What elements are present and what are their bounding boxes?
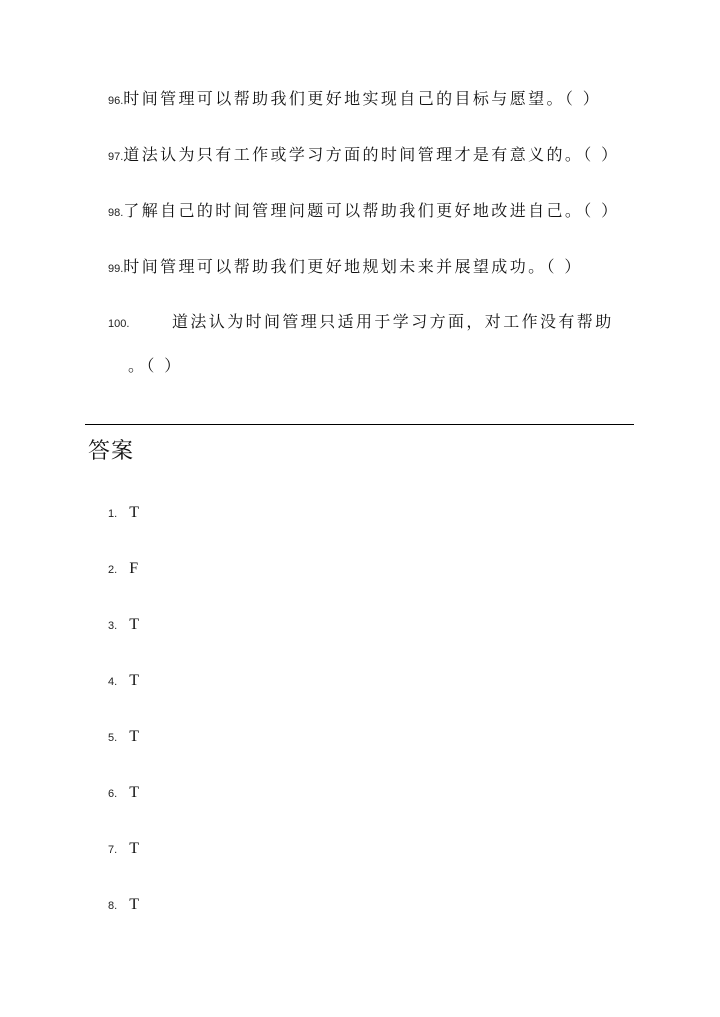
question-text: 道法认为时间管理只适用于学习方面，对工作没有帮助 bbox=[172, 312, 614, 331]
answer-value: T bbox=[129, 896, 139, 913]
answer-number: 1. bbox=[108, 508, 118, 520]
answer-item bbox=[108, 502, 139, 524]
answer-number: 5. bbox=[108, 732, 118, 744]
question-text: 时间管理可以帮助我们更好地实现自己的目标与愿望。（ ） bbox=[123, 89, 602, 108]
question-number: 97. bbox=[108, 151, 124, 163]
answer-item bbox=[108, 726, 139, 748]
answer-number: 8. bbox=[108, 900, 118, 912]
question-text: 道法认为只有工作或学习方面的时间管理才是有意义的。（ ） bbox=[123, 145, 620, 164]
divider bbox=[85, 424, 634, 425]
question-100 bbox=[108, 312, 614, 334]
question-97 bbox=[108, 145, 620, 167]
question-96 bbox=[108, 89, 601, 111]
question-text: 时间管理可以帮助我们更好地规划未来并展望成功。（ ） bbox=[123, 257, 583, 276]
answer-item bbox=[108, 670, 139, 692]
answer-number: 4. bbox=[108, 676, 118, 688]
answer-item bbox=[108, 782, 139, 804]
answer-value: T bbox=[129, 616, 139, 633]
question-100-continuation: 。（ ） bbox=[128, 356, 183, 375]
question-99 bbox=[108, 257, 583, 279]
answer-value: T bbox=[129, 672, 139, 689]
answer-value: F bbox=[129, 560, 139, 577]
question-text: 了解自己的时间管理问题可以帮助我们更好地改进自己。（ ） bbox=[123, 201, 620, 220]
question-number: 96. bbox=[108, 95, 124, 107]
answer-item bbox=[108, 558, 138, 580]
question-98 bbox=[108, 201, 620, 223]
answer-item bbox=[108, 838, 139, 860]
answer-value: T bbox=[129, 504, 139, 521]
answers-heading: 答案 bbox=[88, 439, 135, 464]
question-number: 100. bbox=[108, 318, 130, 330]
answer-value: T bbox=[129, 784, 139, 801]
question-number: 98. bbox=[108, 207, 124, 219]
answer-item bbox=[108, 614, 139, 636]
answer-number: 2. bbox=[108, 564, 118, 576]
answer-value: T bbox=[129, 840, 139, 857]
answer-number: 6. bbox=[108, 788, 118, 800]
answer-number: 7. bbox=[108, 844, 118, 856]
question-number: 99. bbox=[108, 263, 124, 275]
answer-value: T bbox=[129, 728, 139, 745]
answer-item bbox=[108, 894, 139, 916]
answer-number: 3. bbox=[108, 620, 118, 632]
